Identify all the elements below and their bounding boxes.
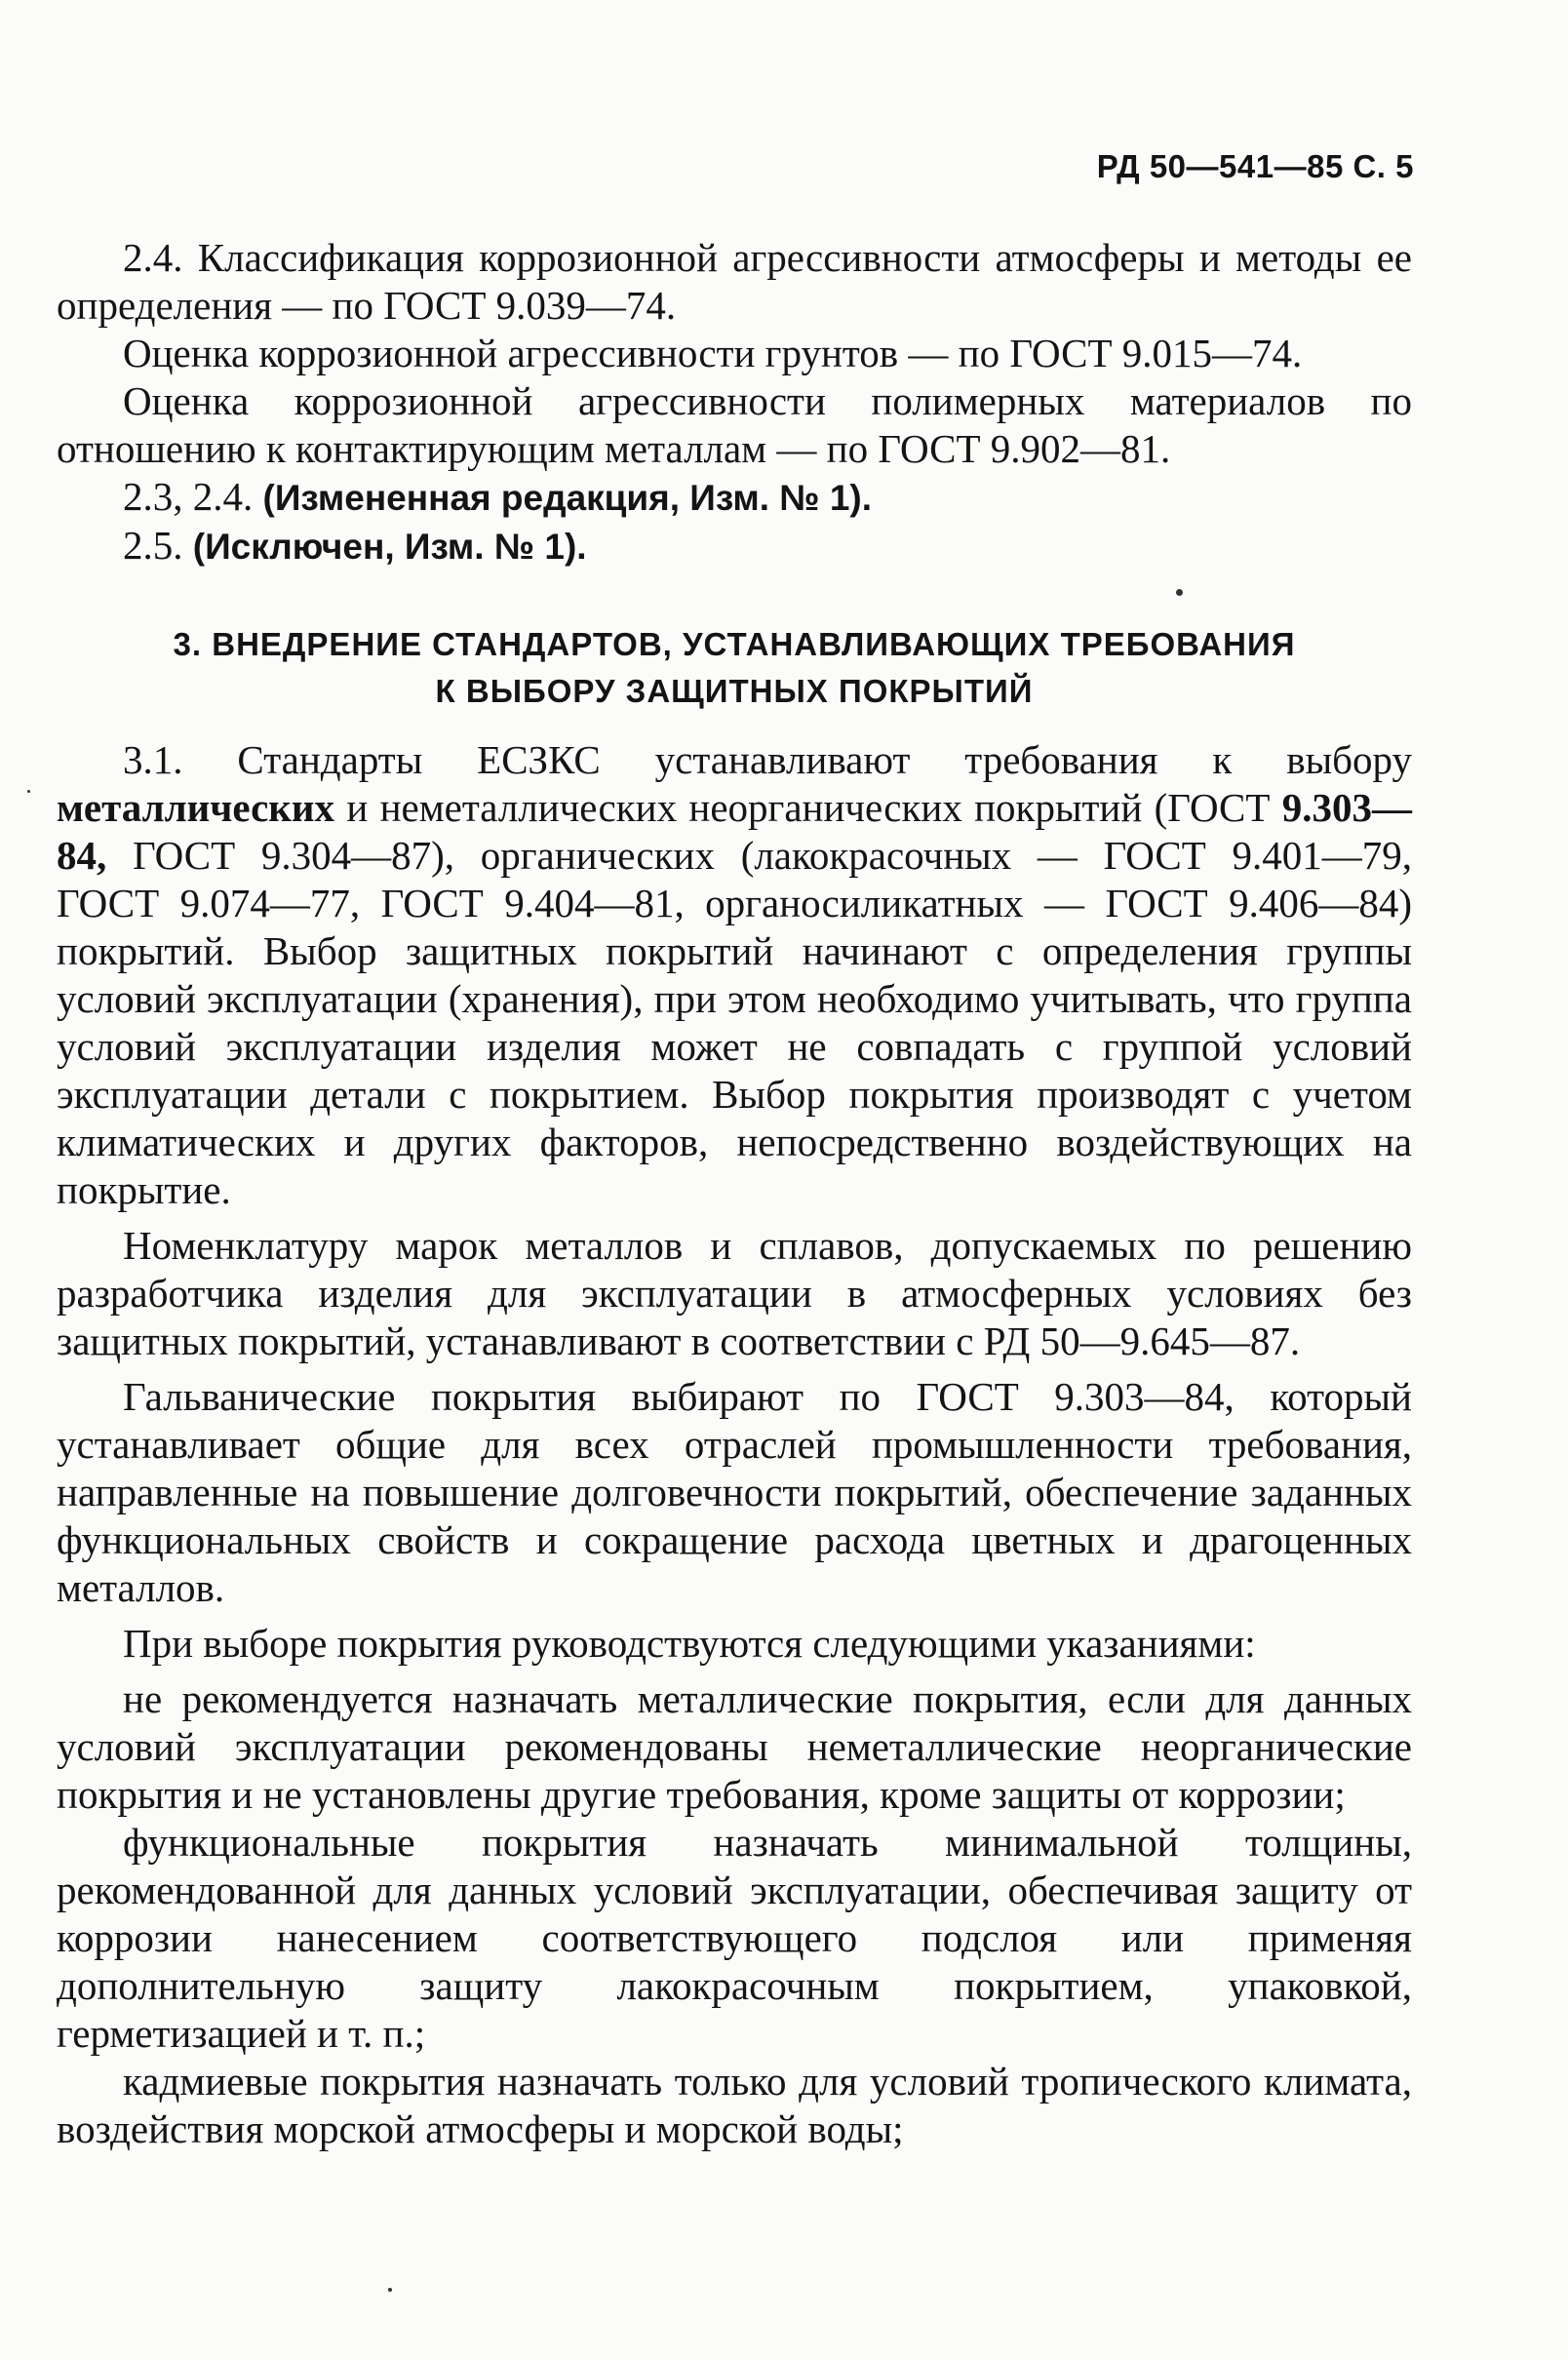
scan-speck — [388, 2288, 392, 2292]
document-body — [57, 234, 1412, 2153]
scan-speck — [27, 790, 30, 793]
paragraph-rule-2: функциональные покрытия назначать минимальной толщины, рекомендованной для данных условий эксплуатации, обеспечивая защиту от коррозии нанесением соответствующего подслоя или применяя дополнительную защиту лакокрасочным покрытием, упаковкой, герметизацией и т. п.; — [57, 1820, 1412, 2056]
text-span: и неметаллических неорганических покрытий (ГОСТ — [334, 785, 1282, 830]
text-span: ГОСТ 9.304—87), органических (лакокрасочных — ГОСТ 9.401—79, ГОСТ 9.074—77, ГОСТ 9.404—81, органосиликатных — ГОСТ 9.406—84) покрытий. Выбор защитных покрытий начинают с определения группы условий эксплуатации (хранения), при этом необходимо учитывать, что группа условий эксплуатации изделия может не совпадать с группой условий эксплуатации детали с покрытием. Выбор покрытия производят с учетом климатических и других факторов, непосредственно воздействующих на покрытие. — [57, 833, 1412, 1212]
text-span-bold: металлических — [57, 785, 335, 830]
paragraph-3-1 — [57, 736, 1412, 1214]
paragraph-choice: При выборе покрытия руководствуются следующими указаниями: — [123, 1621, 1256, 1666]
text-span-bold: 9.303—84, — [57, 785, 1412, 878]
paragraph-galvanic: Гальванические покрытия выбирают по ГОСТ 9.303—84, который устанавливает общие для всех отраслей промышленности требования, направленные на повышение долговечности покрытий, обеспечение заданных функциональных свойств и сокращение расхода цветных и драгоценных металлов. — [57, 1374, 1412, 1610]
scan-speck — [1176, 589, 1183, 596]
paragraph-2-4: 2.4. Классификация коррозионной агрессивности атмосферы и методы ее определения — по ГОСТ 9.039—74. — [57, 235, 1412, 328]
paragraph-rule-1: не рекомендуется назначать металлические покрытия, если для данных условий эксплуатации рекомендованы неметаллические неорганические покрытия и не установлены другие требования, кроме защиты от коррозии; — [57, 1676, 1412, 1817]
amendment-2-5 — [57, 522, 1412, 570]
amendment-2-3 — [57, 473, 1412, 522]
amendment-text: (Исключен, Изм. № 1). — [192, 527, 587, 567]
paragraph-soil-corrosion: Оценка коррозионной агрессивности грунтов — по ГОСТ 9.015—74. — [123, 331, 1303, 375]
section-3-title — [57, 621, 1412, 715]
paragraph-rule-3: кадмиевые покрытия назначать только для условий тропического климата, воздействия морской атмосферы и морской воды; — [57, 2059, 1412, 2151]
section-title-line: 3. ВНЕДРЕНИЕ СТАНДАРТОВ, УСТАНАВЛИВАЮЩИХ ТРЕБОВАНИЯ — [173, 626, 1296, 662]
paragraph-polymer-corrosion: Оценка коррозионной агрессивности полимерных материалов по отношению к контактирующим металлам — по ГОСТ 9.902—81. — [57, 378, 1412, 471]
page-header: РД 50—541—85 С. 5 — [1096, 148, 1414, 184]
amendment-number: 2.5. — [123, 523, 183, 568]
amendment-number: 2.3, 2.4. — [123, 474, 254, 519]
section-title-line: К ВЫБОРУ ЗАЩИТНЫХ ПОКРЫТИЙ — [435, 673, 1034, 709]
text-span: 3.1. Стандарты ЕСЗКС устанавливают требования к выбору — [123, 737, 1412, 782]
amendment-text: (Измененная редакция, Изм. № 1). — [262, 478, 873, 518]
paragraph-nomenclature: Номенклатуру марок металлов и сплавов, допускаемых по решению разработчика изделия для эксплуатации в атмосферных условиях без защитных покрытий, устанавливают в соответствии с РД 50—9.645—87. — [57, 1223, 1412, 1363]
